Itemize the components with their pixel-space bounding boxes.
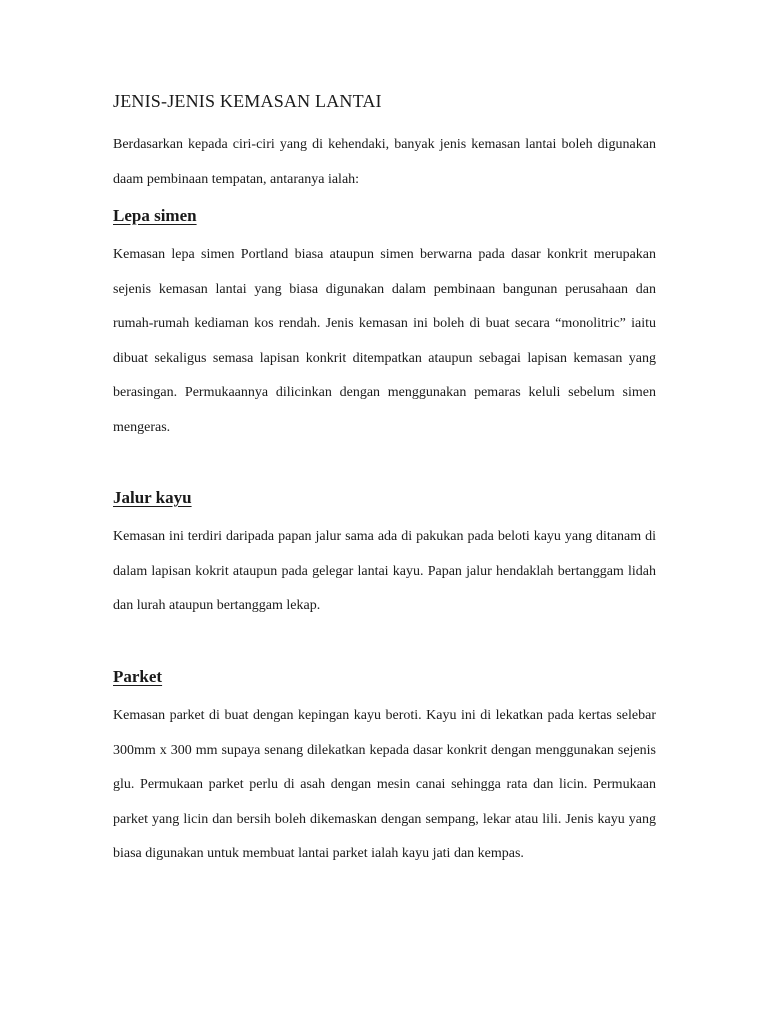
section-body-jalur-kayu: Kemasan ini terdiri daripada papan jalur sama ada di pakukan pada beloti kayu yang ditanam di dalam lapisan kokrit ataupun pada gelegar lantai kayu. Papan jalur hendaklah bertanggam lidah dan lurah ataupun bertanggam lekap. [113,529,656,613]
section-heading-lepa-simen: Lepa simen [113,206,197,225]
section-body-lepa-simen: Kemasan lepa simen Portland biasa ataupun simen berwarna pada dasar konkrit merupakan sejenis kemasan lantai yang biasa digunakan dalam pembinaan bangunan perusahaan dan rumah-rumah kediaman kos rendah. Jenis kemasan ini boleh di buat secara “monolitric” iaitu dibuat sekaligus semasa lapisan konkrit ditempatkan ataupun sebagai lapisan kemasan yang berasingan. Permukaannya dilicinkan dengan menggunakan pemaras keluli sebelum simen mengeras. [113,247,656,435]
intro-paragraph: Berdasarkan kepada ciri-ciri yang di kehendaki, banyak jenis kemasan lantai boleh digunakan daam pembinaan tempatan, antaranya ialah: [113,137,656,187]
section-heading-jalur-kayu: Jalur kayu [113,488,192,507]
section-body-parket: Kemasan parket di buat dengan kepingan kayu beroti. Kayu ini di lekatkan pada kertas selebar 300mm x 300 mm supaya senang dilekatkan kepada dasar konkrit dengan menggunakan sejenis glu. Permukaan parket perlu di asah dengan mesin canai sehingga rata dan licin. Permukaan parket yang licin dan bersih boleh dikemaskan dengan sempang, lekar atau lili. Jenis kayu yang biasa digunakan untuk membuat lantai parket ialah kayu jati dan kempas. [113,708,656,861]
section-heading-parket: Parket [113,667,163,686]
page-title: JENIS-JENIS KEMASAN LANTAI [113,91,382,111]
